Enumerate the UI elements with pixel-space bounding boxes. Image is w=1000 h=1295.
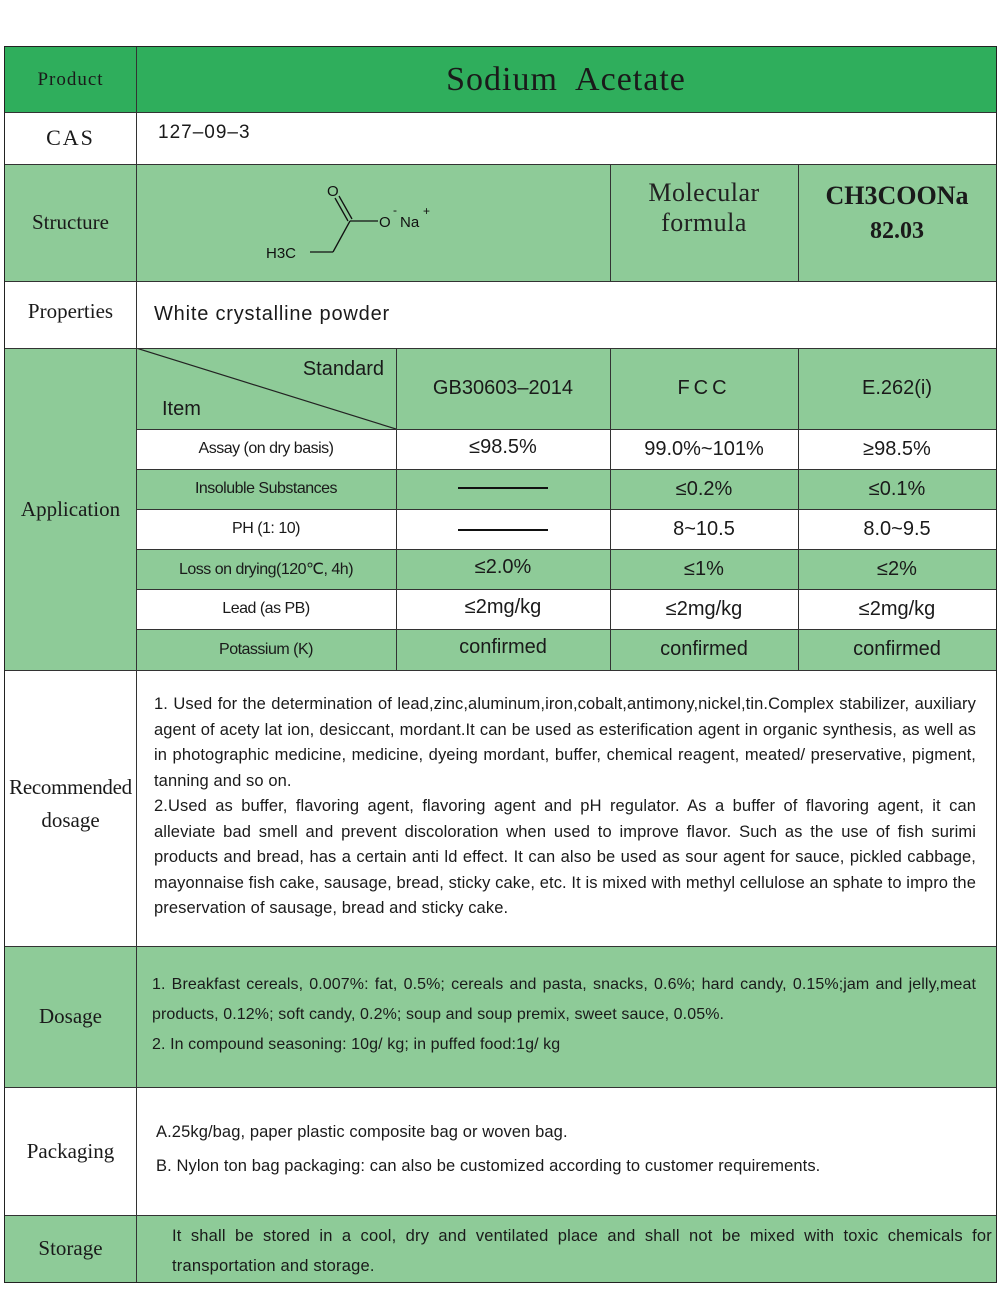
row-item-potassium: Potassium (K) [136, 629, 396, 670]
row-fcc-lead: ≤2mg/kg [610, 589, 798, 629]
cas-value: 127–09–3 [136, 112, 996, 164]
not-applicable-dash [458, 529, 548, 531]
recommended-dosage-text [136, 670, 996, 946]
recommended-paragraph-2: 2.Used as buffer, flavoring agent, flavoring agent and pH regulator. As a buffer of flavoring agent, it can alleviate bad smell and prevent discoloration when used to improve flavor. Such as the use of fish surimi products and bread, has a certain anti ld effect. It can also be used as sour agent for sauce, pickled cabbage, mayonnaise fish cake, sausage, bread, sticky cake, etc. It is mixed with methyl cellulose an sphate to impro the preservation of sausage, bread and sticky cake. [154, 797, 976, 917]
row-item-lead: Lead (as PB) [136, 589, 396, 629]
recommended-label-line1: Recommended [9, 775, 132, 799]
storage-paragraph: It shall be stored in a cool, dry and ventilated place and shall not be mixed with toxic chemicals for transportation and storage. [172, 1226, 992, 1275]
row-fcc-loss: ≤1% [610, 549, 798, 589]
row-fcc-insoluble: ≤0.2% [610, 469, 798, 509]
row-item-assay: Assay (on dry basis) [136, 429, 396, 469]
row-e262-insoluble: ≤0.1% [798, 469, 996, 509]
row-gb-potassium: confirmed [396, 629, 610, 670]
standard-heading: Standard [302, 358, 384, 380]
structure-diagram-cell [136, 164, 610, 281]
recommended-paragraph-1: 1. Used for the determination of lead,zinc,aluminum,iron,cobalt,antimony,nickel,tin.Complex stabilizer, auxiliary agent of acety lat ion, desiccant, mordant.It can be used as esterification agent in organic synthesis, as well as in photographic medicine, medicine, dyeing mordant, buffer, chemical reagent, meated/ preservative, pigment, tanning and so on. [154, 695, 976, 790]
packaging-label: Packaging [5, 1087, 136, 1215]
product-label: Product [5, 47, 136, 112]
row-e262-assay: ≥98.5% [798, 429, 996, 469]
oxygen-top-atom: O [327, 183, 339, 200]
sodium-atom: Na [400, 214, 420, 231]
row-gb-loss: ≤2.0% [396, 549, 610, 589]
cas-label: CAS [5, 112, 136, 164]
recommended-label-line2: dosage [41, 808, 100, 832]
molecular-formula-value [798, 164, 996, 281]
properties-value: White crystalline powder [136, 281, 996, 348]
col-header-e262: E.262(i) [798, 348, 996, 429]
row-fcc-ph: 8~10.5 [610, 509, 798, 549]
recommended-dosage-label [5, 670, 136, 946]
spec-sheet [4, 46, 997, 1283]
application-label: Application [5, 348, 136, 670]
row-gb-ph [396, 509, 610, 549]
item-heading: Item [162, 398, 201, 420]
row-item-insoluble: Insoluble Substances [136, 469, 396, 509]
packaging-text [136, 1087, 996, 1215]
row-fcc-potassium: confirmed [610, 629, 798, 670]
col-header-fcc: FCC [610, 348, 798, 429]
dosage-text [136, 946, 996, 1087]
molecular-formula-label: Molecular formula [610, 164, 798, 281]
row-e262-loss: ≤2% [798, 549, 996, 589]
row-fcc-assay: 99.0%~101% [610, 429, 798, 469]
product-name: Sodium Acetate [136, 47, 996, 112]
positive-charge: + [423, 204, 431, 218]
row-gb-insoluble [396, 469, 610, 509]
storage-label: Storage [5, 1215, 136, 1282]
row-gb-assay: ≤98.5% [396, 429, 610, 469]
structure-label: Structure [5, 164, 136, 281]
packaging-option-a: A.25kg/bag, paper plastic composite bag or woven bag. [156, 1123, 568, 1141]
row-e262-potassium: confirmed [798, 629, 996, 670]
packaging-option-b: B. Nylon ton bag packaging: can also be customized according to customer requirements. [156, 1157, 821, 1175]
molecular-weight: 82.03 [870, 217, 924, 244]
oxygen-anion-atom: O [379, 214, 391, 231]
dosage-paragraph-1: 1. Breakfast cereals, 0.007%: fat, 0.5%; cereals and pasta, snacks, 0.6%; hard candy, 0.15%;jam and jelly,meat products, 0.12%; soft candy, 0.2%; soup and soup premix, sweet sauce, 0.05%. [152, 976, 976, 1023]
methyl-group: H3C [266, 245, 297, 262]
row-item-loss: Loss on drying(120℃, 4h) [136, 549, 396, 589]
bond-c-c [333, 221, 350, 252]
spec-table-corner [136, 348, 396, 429]
row-item-ph: PH (1: 10) [136, 509, 396, 549]
properties-label: Properties [5, 281, 136, 348]
formula-text: CH3COONa [825, 180, 969, 210]
col-header-gb: GB30603–2014 [396, 348, 610, 429]
row-gb-lead: ≤2mg/kg [396, 589, 610, 629]
row-e262-lead: ≤2mg/kg [798, 589, 996, 629]
storage-text [136, 1215, 996, 1282]
row-e262-ph: 8.0~9.5 [798, 509, 996, 549]
negative-charge: - [393, 203, 397, 217]
dosage-paragraph-2: 2. In compound seasoning: 10g/ kg; in puffed food:1g/ kg [152, 1036, 561, 1053]
sodium-acetate-structure [136, 164, 610, 281]
not-applicable-dash [458, 487, 548, 489]
dosage-label: Dosage [5, 946, 136, 1087]
